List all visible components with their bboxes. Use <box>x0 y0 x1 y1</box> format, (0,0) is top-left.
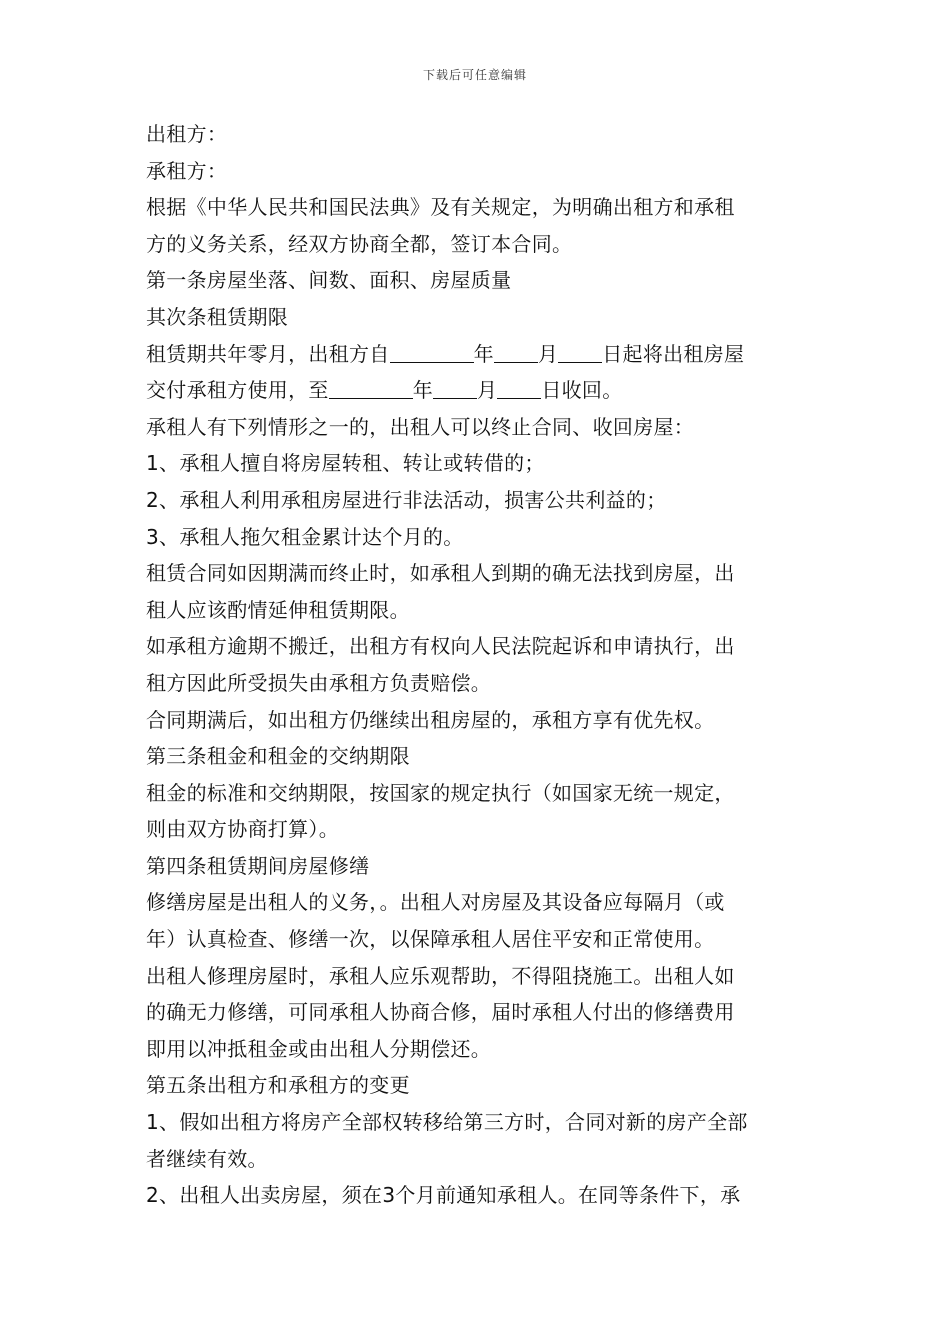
article-1-heading: 第一条房屋坐落、间数、面积、房屋质量 <box>146 268 512 293</box>
lease-term-line-1 <box>146 336 818 373</box>
end-day-blank <box>497 378 541 399</box>
repair-line-2: 年）认真检查、修缮一次，以保障承租人居住平安和正常使用。 <box>146 927 715 952</box>
repair-line-3: 出租人修理房屋时，承租人应乐观帮助，不得阻挠施工。出租人如 <box>146 963 735 988</box>
expiry-line-1: 租赁合同如因期满而终止时，如承租人到期的确无法找到房屋，出 <box>146 561 735 586</box>
page-header: 下载后可任意编辑 <box>422 68 527 82</box>
repair-line-1: 修缮房屋是出租人的义务，。出租人对房屋及其设备应每隔月（或 <box>146 890 725 915</box>
priority-line: 合同期满后，如出租方仍继续出租房屋的，承租方享有优先权。 <box>146 707 715 732</box>
article-4-heading: 第四条租赁期间房屋修缮 <box>146 853 370 878</box>
article-3-heading: 第三条租金和租金的交纳期限 <box>146 744 410 769</box>
change-item-1-line-1: 1、假如出租方将房产全部权转移给第三方时，合同对新的房产全部 <box>146 1110 748 1135</box>
termination-item-1: 1、承租人擅自将房屋转租、转让或转借的； <box>146 451 545 476</box>
end-year-blank <box>329 378 413 399</box>
termination-item-2: 2、承租人利用承租房屋进行非法活动，损害公共利益的； <box>146 487 667 512</box>
lease-term-line-2 <box>146 372 818 409</box>
year-label: 年 <box>473 341 494 366</box>
handover-text: 交付承租方使用，至 <box>146 378 329 403</box>
change-item-1-line-2: 者继续有效。 <box>146 1146 268 1171</box>
rent-line-2: 则由双方协商打算）。 <box>146 817 339 842</box>
start-day-blank <box>558 342 602 363</box>
overdue-line-1: 如承租方逾期不搬迁，出租方有权向人民法院起诉和申请执行，出 <box>146 634 735 659</box>
rent-line-1: 租金的标准和交纳期限，按国家的规定执行（如国家无统一规定， <box>146 780 735 805</box>
reclaim-text: 日收回。 <box>541 378 623 403</box>
preamble-line-2: 方的义务关系，经双方协商全都，签订本合同。 <box>146 231 573 256</box>
document-body <box>146 116 818 1214</box>
lessee-line: 承租方： <box>146 158 228 183</box>
start-month-blank <box>494 342 538 363</box>
lessor-line: 出租方： <box>146 122 228 146</box>
termination-item-3: 3、承租人拖欠租金累计达个月的。 <box>146 524 464 549</box>
end-month-blank <box>433 378 477 399</box>
change-item-2-line-1: 2、出租人出卖房屋，须在3个月前通知承租人。在同等条件下，承 <box>146 1183 741 1208</box>
termination-intro: 承租人有下列情形之一的，出租人可以终止合同、收回房屋： <box>146 414 695 439</box>
overdue-line-2: 租方因此所受损失由承租方负责赔偿。 <box>146 670 492 695</box>
start-year-blank <box>390 342 474 363</box>
year-label: 年 <box>412 378 434 403</box>
month-label: 月 <box>537 341 559 366</box>
article-5-heading: 第五条出租方和承租方的变更 <box>146 1073 410 1098</box>
lease-term-text: 租赁期共年零月，出租方自 <box>146 341 390 366</box>
day-label-text: 日起将出租房屋 <box>602 341 745 366</box>
article-2-heading: 其次条租赁期限 <box>146 304 289 329</box>
expiry-line-2: 租人应该酌情延伸租赁期限。 <box>146 597 410 622</box>
month-label: 月 <box>477 378 498 403</box>
repair-line-5: 即用以冲抵租金或由出租人分期偿还。 <box>146 1036 492 1061</box>
preamble-line-1: 根据《中华人民共和国民法典》及有关规定，为明确出租方和承租 <box>146 195 735 220</box>
repair-line-4: 的确无力修缮，可同承租人协商合修，届时承租人付出的修缮费用 <box>146 1000 735 1025</box>
